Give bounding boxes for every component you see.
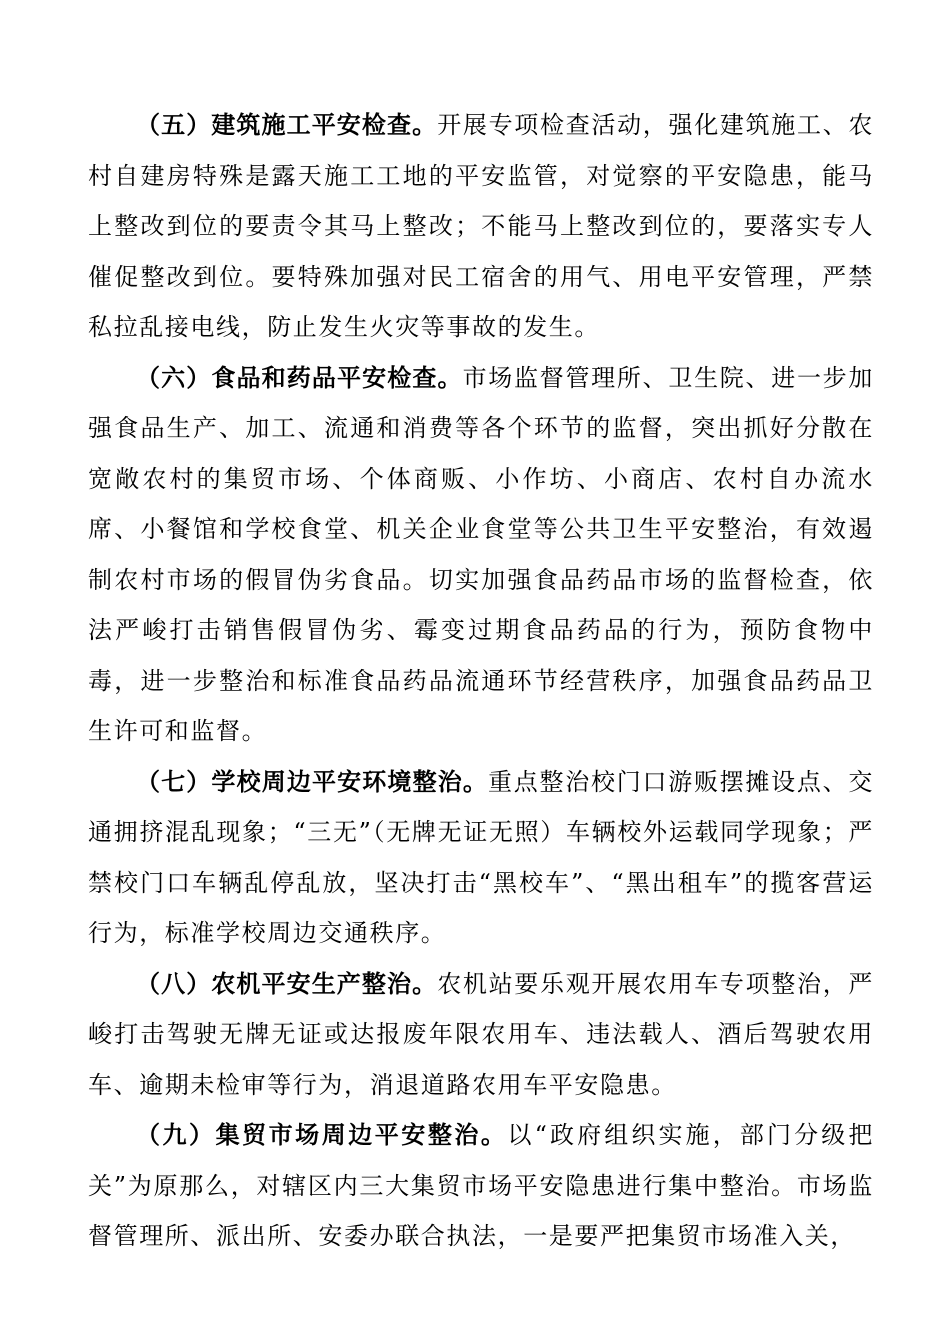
paragraph-construction-safety (88, 100, 874, 353)
paragraph-food-drug-safety (88, 353, 874, 757)
paragraph-text: 重点整治校门口游贩摆摊设点、交通拥挤混乱现象；“三无”（无牌无证无照）车辆校外运载同学现象；严禁校门口车辆乱停乱放，坚决打击“黑校车”、“黑出租车”的揽客营运行为，标准学校周边交通秩序。 (88, 767, 874, 947)
paragraph-school-surroundings (88, 757, 874, 959)
paragraph-heading: （五）建筑施工平安检查。 (136, 111, 438, 139)
paragraph-heading: （六）食品和药品平安检查。 (136, 363, 463, 392)
paragraph-text: 市场监督管理所、卫生院、进一步加强食品生产、加工、流通和消费等各个环节的监督，突出抓好分散在宽敞农村的集贸市场、个体商贩、小作坊、小商店、农村自办流水席、小餐馆和学校食堂、机关企业食堂等公共卫生平安整治，有效遏制农村市场的假冒伪劣食品。切实加强食品药品市场的监督检查，依法严峻打击销售假冒伪劣、霉变过期食品药品的行为，预防食物中毒，进一步整治和标准食品药品流通环节经营秩序，加强食品药品卫生许可和监督。 (88, 363, 874, 745)
paragraph-heading: （七）学校周边平安环境整治。 (136, 767, 488, 796)
paragraph-text: 以“政府组织实施，部门分级把关”为原那么，对辖区内三大集贸市场平安隐患进行集中整治。市场监督管理所、派出所、安委办联合执法，一是要严把集贸市场准入关， (88, 1121, 875, 1250)
paragraph-text: 开展专项检查活动，强化建筑施工、农村自建房特殊是露天施工工地的平安监管，对觉察的平安隐患，能马上整改到位的要责令其马上整改；不能马上整改到位的，要落实专人催促整改到位。要特殊加强对民工宿舍的用气、用电平安管理，严禁私拉乱接电线，防止发生火灾等事故的发生。 (88, 111, 874, 341)
paragraph-market-surroundings (88, 1110, 874, 1262)
paragraph-heading: （八）农机平安生产整治。 (136, 969, 438, 998)
paragraph-text: 农机站要乐观开展农用车专项整治，严峻打击驾驶无牌无证或达报废年限农用车、违法载人、酒后驾驶农用车、逾期未检审等行为，消退道路农用车平安隐患。 (88, 969, 874, 1099)
document-body (88, 100, 874, 1262)
paragraph-farm-machinery (88, 959, 874, 1111)
paragraph-heading: （九）集贸市场周边平安整治。 (136, 1121, 508, 1149)
